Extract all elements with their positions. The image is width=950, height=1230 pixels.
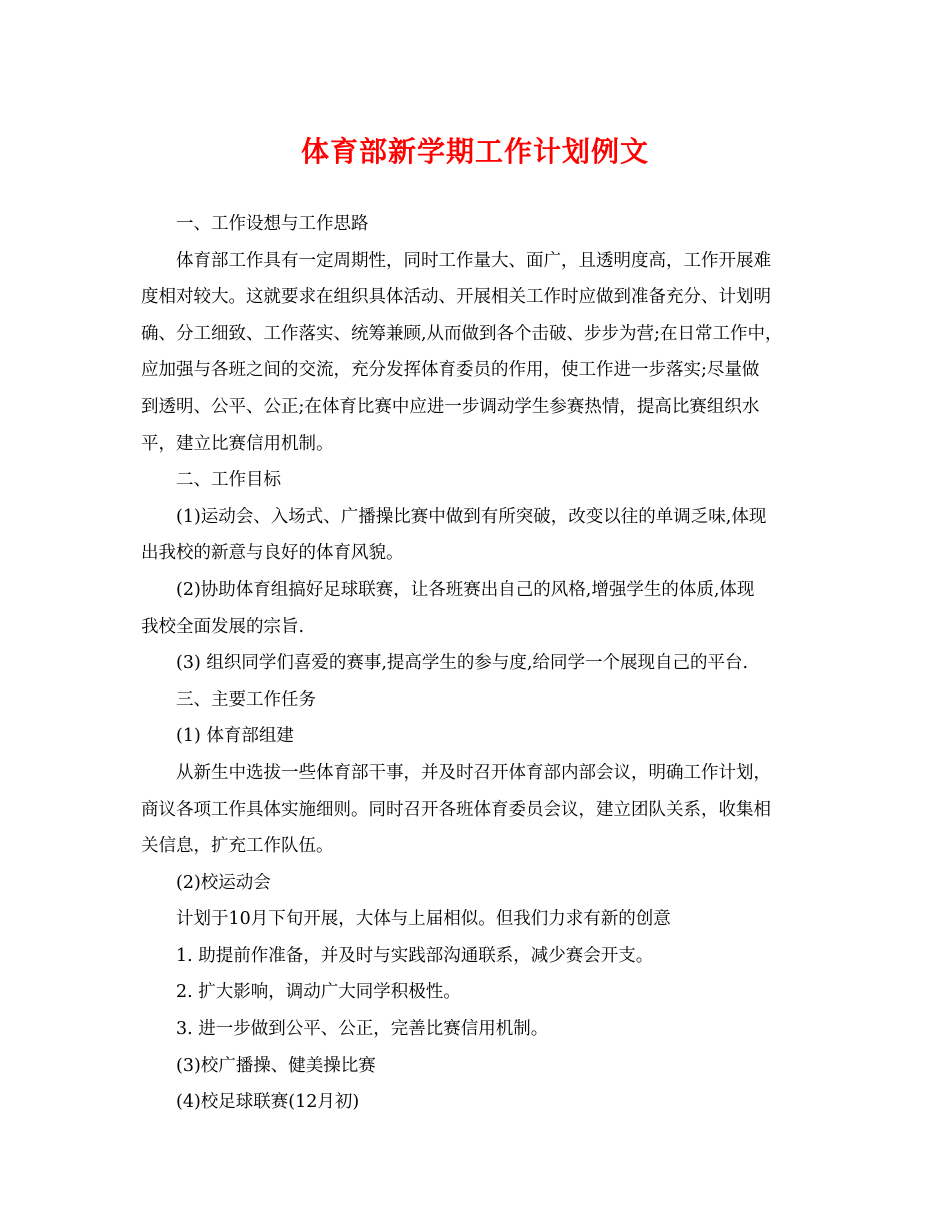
section-heading-2 [141,462,813,499]
text-line: (2)协助体育组搞好足球联赛，让各班赛出自己的风格,增强学生的体质,体现 [176,579,755,600]
section-heading-1 [141,206,813,243]
text-line: 平，建立比赛信用机制。 [141,433,334,454]
text-line: 度相对较大。这就要求在组织具体活动、开展相关工作时应做到准备充分、计划明 [141,287,771,308]
list-item-3 [141,1011,813,1048]
text-line: 二、工作目标 [176,470,281,491]
list-item-1 [141,938,813,975]
text-line: (1)运动会、入场式、广播操比赛中做到有所突破，改变以往的单调乏味,体现 [176,506,767,527]
task-heading-4 [141,1084,813,1121]
task-heading-2 [141,865,813,902]
text-line: 计划于10月下旬开展，大体与上届相似。但我们力求有新的创意 [176,909,671,930]
document-body [141,206,813,1121]
text-line: 应加强与各班之间的交流，充分发挥体育委员的作用，使工作进一步落实;尽量做 [141,360,760,381]
text-line: 关信息，扩充工作队伍。 [141,836,334,857]
paragraph-sports-meet-plan [141,901,813,938]
text-line: 出我校的新意与良好的体育风貌。 [141,543,404,564]
text-line: (4)校足球联赛(12月初) [176,1092,360,1113]
text-line: 三、主要工作任务 [176,689,316,710]
task-heading-1 [141,718,813,755]
paragraph-work-thoughts [141,243,813,463]
text-line: 一、工作设想与工作思路 [176,214,369,234]
text-line: 从新生中选拔一些体育部干事，并及时召开体育部内部会议，明确工作计划， [176,762,771,783]
text-line: 我校全面发展的宗旨. [141,616,305,637]
text-line: 到透明、公平、公正;在体育比赛中应进一步调动学生参赛热情，提高比赛组织水 [141,396,760,417]
text-line: 3. 进一步做到公平、公正，完善比赛信用机制。 [176,1019,549,1040]
text-line: (3)校广播操、健美操比赛 [176,1055,376,1076]
text-line: 商议各项工作具体实施细则。同时召开各班体育委员会议，建立团队关系，收集相 [141,799,771,820]
goal-item-1 [141,499,813,572]
text-line: 2. 扩大影响，调动广大同学积极性。 [176,982,461,1003]
text-line: (3) 组织同学们喜爱的赛事,提高学生的参与度,给同学一个展现自己的平台. [176,653,749,674]
list-item-2 [141,974,813,1011]
task-heading-3 [141,1048,813,1085]
text-line: 确、分工细致、工作落实、统筹兼顾,从而做到各个击破、步步为营;在日常工作中， [141,323,783,344]
paragraph-team-building [141,755,813,865]
text-line: 1. 助提前作准备，并及时与实践部沟通联系，减少赛会开支。 [176,945,654,966]
goal-item-2 [141,572,813,645]
text-line: (1) 体育部组建 [176,726,294,747]
goal-item-3 [141,645,813,682]
text-line: (2)校运动会 [176,872,271,893]
text-line: 体育部工作具有一定周期性，同时工作量大、面广，且透明度高，工作开展难 [176,250,771,271]
document-title: 体育部新学期工作计划例文 [300,135,649,168]
section-heading-3 [141,682,813,719]
